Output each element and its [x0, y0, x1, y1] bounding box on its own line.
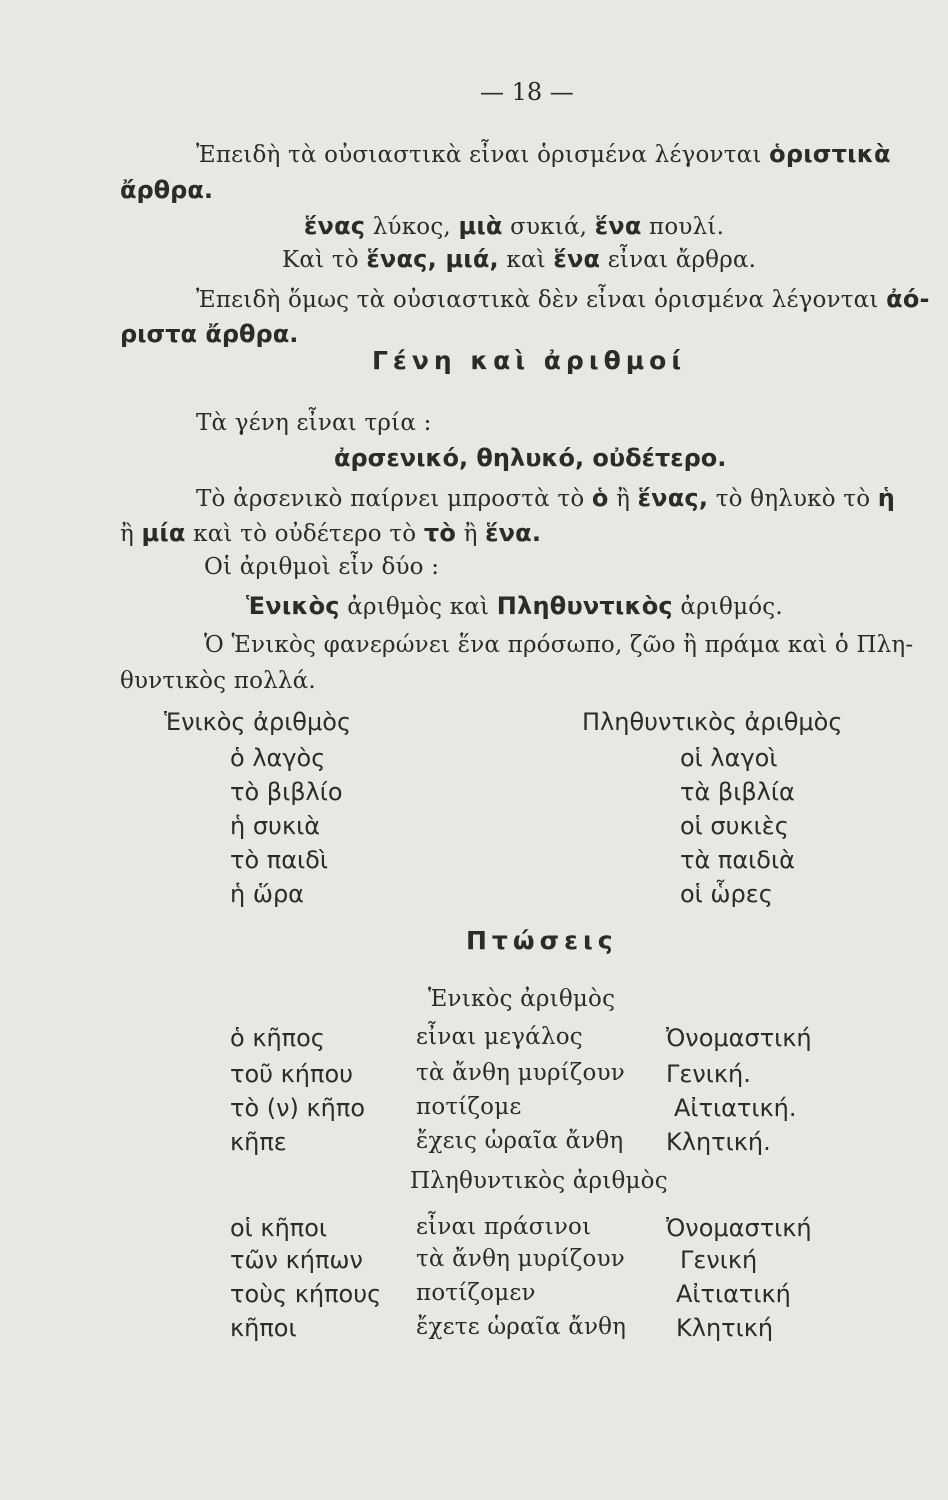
case-name: Ὀνομαστική: [666, 1214, 812, 1242]
case-phrase: εἶναι πράσινοι: [416, 1214, 592, 1240]
article-term: ἕνας,: [637, 484, 709, 512]
number-term: Πληθυντικὸς: [496, 592, 673, 620]
heading-genders-numbers: Γένη καὶ ἀριθμοί: [372, 346, 687, 375]
para2-line1: [196, 285, 930, 313]
articles-line1: [196, 484, 895, 512]
para2-line2: ριστα ἄρθρα.: [120, 320, 299, 348]
numbers-text: ἀριθμός.: [680, 594, 783, 620]
article-term: ἡ: [877, 484, 896, 512]
example-word: λύκος,: [372, 214, 451, 240]
para1-text: Ἐπειδὴ τὰ οὐσιαστικὰ εἶναι ὁρισμένα λέγονται: [196, 142, 762, 168]
example-word: συκιά,: [510, 214, 588, 240]
case-name: Γενική: [680, 1246, 758, 1274]
article-term: ἕνα.: [485, 519, 542, 547]
example2-line: [282, 245, 756, 273]
case-name: Αἰτιατική: [676, 1280, 791, 1308]
article-term: ὁ: [591, 484, 609, 512]
singular-item: ὁ λαγὸς: [230, 744, 326, 772]
articles-text: ἢ: [120, 521, 134, 547]
case-phrase: ποτίζομεν: [416, 1280, 536, 1306]
para1-bold-term: ὁριστικὰ: [769, 140, 891, 168]
case-name: Κλητική.: [666, 1128, 771, 1156]
case-phrase: ποτίζομε: [416, 1094, 522, 1120]
case-noun: ὁ κῆπος: [230, 1024, 325, 1052]
case-name: Ὀνομαστική: [666, 1024, 812, 1052]
plural-item: τὰ βιβλία: [680, 778, 795, 806]
genders-intro: Τὰ γένη εἶναι τρία :: [196, 410, 432, 436]
example-term: ἕνα: [594, 212, 642, 240]
number-term: Ἑνικὸς: [246, 592, 340, 620]
cases-plural-header: Πληθυντικὸς ἀριθμὸς: [410, 1168, 668, 1194]
article-term: μία: [141, 519, 186, 547]
singular-item: τὸ παιδὶ: [230, 846, 328, 874]
plural-item: οἱ λαγοὶ: [680, 744, 778, 772]
articles-text: τὸ θηλυκὸ τὸ: [715, 486, 871, 512]
plural-item: τὰ παιδιὰ: [680, 846, 795, 874]
para2-text: Ἐπειδὴ ὅμως τὰ οὐσιαστικὰ δὲν εἶναι ὁρισμένα λέγονται: [196, 287, 879, 313]
case-phrase: εἶναι μεγάλος: [416, 1024, 583, 1050]
para3-line1: Ὁ Ἑνικὸς φανερώνει ἕνα πρόσωπο, ζῶο ἢ πράμα καὶ ὁ Πλη-: [204, 632, 914, 658]
heading-cases: Πτώσεις: [466, 926, 618, 955]
case-noun: οἱ κῆποι: [230, 1214, 328, 1242]
para1-line2: ἄρθρα.: [120, 176, 213, 204]
case-noun: τὸ (ν) κῆπο: [230, 1094, 366, 1122]
example-word: εἶναι ἄρθρα.: [607, 247, 757, 273]
case-phrase: ἔχεις ὡραῖα ἄνθη: [416, 1128, 624, 1154]
example-term: ἕνας: [304, 212, 366, 240]
example-word: πουλί.: [649, 214, 725, 240]
case-name: Κλητική: [676, 1314, 774, 1342]
singular-item: τὸ βιβλίο: [230, 778, 343, 806]
case-noun: τοῦ κήπου: [230, 1060, 354, 1088]
case-name: Αἰτιατική.: [674, 1094, 797, 1122]
plural-header: Πληθυντικὸς ἀριθμὸς: [582, 708, 843, 736]
page-number: — 18 —: [480, 78, 574, 106]
plural-item: οἱ συκιὲς: [680, 812, 789, 840]
case-noun: τῶν κήπων: [230, 1246, 363, 1274]
singular-header: Ἑνικὸς ἀριθμὸς: [164, 708, 352, 736]
example-word: Καὶ τὸ: [282, 247, 359, 273]
case-name: Γενική.: [666, 1060, 751, 1088]
case-phrase: ἔχετε ὡραῖα ἄνθη: [416, 1314, 627, 1340]
articles-text: καὶ τὸ οὐδέτερο τὸ: [193, 521, 417, 547]
genders-list: ἀρσενικό, θηλυκό, οὐδέτερο.: [334, 444, 727, 472]
articles-text: ἢ: [463, 521, 478, 547]
articles-line2: [120, 519, 541, 547]
cases-singular-header: Ἑνικὸς ἀριθμὸς: [428, 986, 616, 1012]
para2-bold-term: ἀό-: [886, 285, 930, 313]
example-term: μιὰ: [458, 212, 503, 240]
singular-item: ἡ ὥρα: [230, 880, 304, 908]
articles-text: ἢ: [616, 486, 631, 512]
para3-line2: θυντικὸς πολλά.: [120, 668, 316, 694]
numbers-text: ἀριθμὸς καὶ: [347, 594, 490, 620]
case-phrase: τὰ ἄνθη μυρίζουν: [416, 1246, 625, 1272]
example-word: καὶ: [506, 247, 546, 273]
para1-line1: [196, 140, 891, 168]
article-term: τὸ: [423, 519, 457, 547]
case-noun: κῆπε: [230, 1128, 287, 1156]
case-phrase: τὰ ἄνθη μυρίζουν: [416, 1060, 625, 1086]
example-term: ἕνα: [553, 245, 601, 273]
case-noun: τοὺς κήπους: [230, 1280, 382, 1308]
numbers-intro: Οἱ ἀριθμοὶ εἶν δύο :: [204, 554, 440, 580]
plural-item: οἱ ὧρες: [680, 880, 773, 908]
case-noun: κῆποι: [230, 1314, 297, 1342]
articles-text: Τὸ ἀρσενικὸ παίρνει μπροστὰ τὸ: [196, 486, 585, 512]
example1-line: [304, 212, 724, 240]
numbers-list: [246, 592, 783, 620]
example-term: ἕνας, μιά,: [366, 245, 499, 273]
singular-item: ἡ συκιὰ: [230, 812, 321, 840]
